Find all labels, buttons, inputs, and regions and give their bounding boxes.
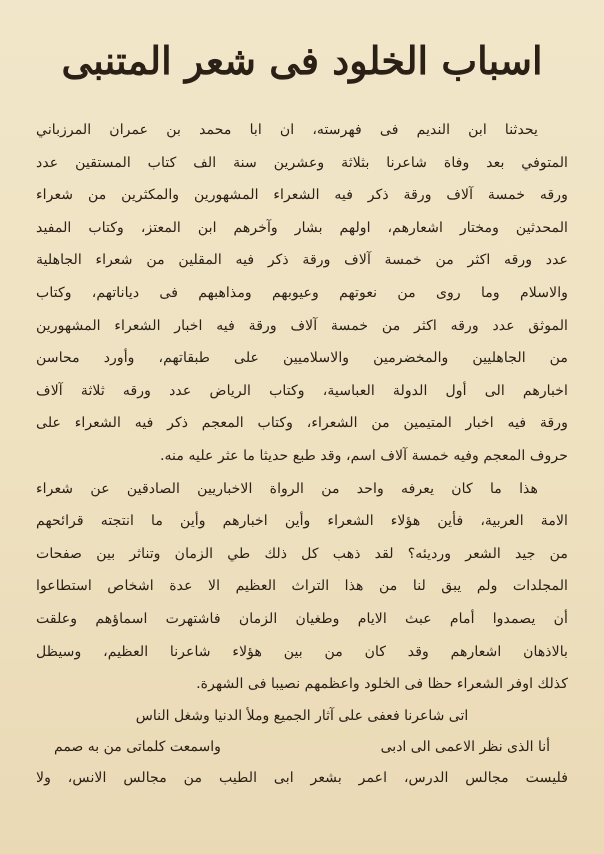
paragraph-line: من جيد الشعر ورديئه؟ لقد ذهب كل ذلك طي الزمان وتناثر بين صفحات bbox=[36, 545, 568, 562]
paragraph-line: يحدثنا ابن النديم فى فهرسته، ان ابا محمد بن عمران المرزباني bbox=[36, 122, 538, 138]
paragraph-line: ورقة فيه اخبار المتيمين من الشعراء، وكتاب المعجم ذكر فيه الشعراء على bbox=[36, 415, 568, 432]
paragraph-line: ورقه خمسة آلاف ورقة ذكر فيه الشعراء المشهورين والمكثرين من شعراء bbox=[36, 187, 568, 204]
poetry-verse bbox=[36, 732, 568, 763]
article-body bbox=[36, 114, 568, 793]
paragraph-line: من الجاهليين والمخضرمين والاسلاميين على طبقاتهم، وأورد محاسن bbox=[36, 350, 568, 367]
paragraph-line: المتوفي بعد وفاة شاعرنا بثلاثة وعشرين سنة الف كتاب المستقين عدد bbox=[36, 154, 568, 171]
page-title: اسباب الخلود فى شعر المتنبى bbox=[61, 38, 543, 83]
paragraph-line: عدد ورقه اكثر من خمسة آلاف ورقة ذكر فيه المقلين من شعراء الجاهلية bbox=[36, 252, 568, 269]
verse-intro-line: اتى شاعرنا فعفى على آثار الجميع وملأ الدنيا وشغل الناس bbox=[135, 707, 469, 724]
paragraph-line: أن يصمدوا أمام عبث الايام وطغيان الزمان فاشتهرت اسماؤهم وعلقت bbox=[36, 610, 568, 627]
verse-second-hemistich: واسمعت كلماتى من به صمم bbox=[54, 738, 221, 755]
paragraph-line: الامة العربية، فأين هؤلاء الشعراء وأين اخبارهم وأين ما انتجته قرائحهم bbox=[36, 513, 568, 530]
paragraph-line: حروف المعجم وفيه خمسة آلاف اسم، وقد طبع حديثا ما عثر عليه منه. bbox=[159, 447, 568, 464]
paragraph-line: والاسلام وما روى من نعوتهم وعيوبهم ومذاهبهم فى دياناتهم، وكتاب bbox=[36, 284, 568, 301]
paragraph-line: المحدثين ومختار اشعارهم، اولهم بشار وآخرهم ابن المعتز، وكتاب المفيد bbox=[36, 219, 568, 236]
paragraph-line: اخبارهم الى أول الدولة العباسية، وكتاب الرياض عدد ورقه ثلاثة آلاف bbox=[36, 382, 568, 399]
paragraph-line: كذلك اوفر الشعراء حظا فى الخلود واعظمهم نصيبا فى الشهرة. bbox=[196, 676, 568, 693]
paragraph-line: بالاذهان اشعارهم وقد كان من بين هؤلاء شاعرنا العظيم، وسيظل bbox=[36, 643, 568, 660]
verse-first-hemistich: أنا الذى نظر الاعمى الى ادبى bbox=[380, 738, 550, 755]
paragraph-line: هذا ما كان يعرفه واحد من الرواة الاخباريين الصادقين عن شعراء bbox=[36, 480, 538, 497]
paragraph-line: المجلدات ولم يبق لنا من هذا التراث العظيم الا عدة اشخاص استطاعوا bbox=[36, 578, 568, 595]
paragraph-line: الموثق عدد ورقه اكثر من خمسة آلاف ورقة فيه اخبار الشعراء المشهورين bbox=[36, 317, 568, 334]
paragraph-line: فليست مجالس الدرس، اعمر بشعر ابى الطيب من مجالس الانس، ولا bbox=[36, 769, 568, 786]
